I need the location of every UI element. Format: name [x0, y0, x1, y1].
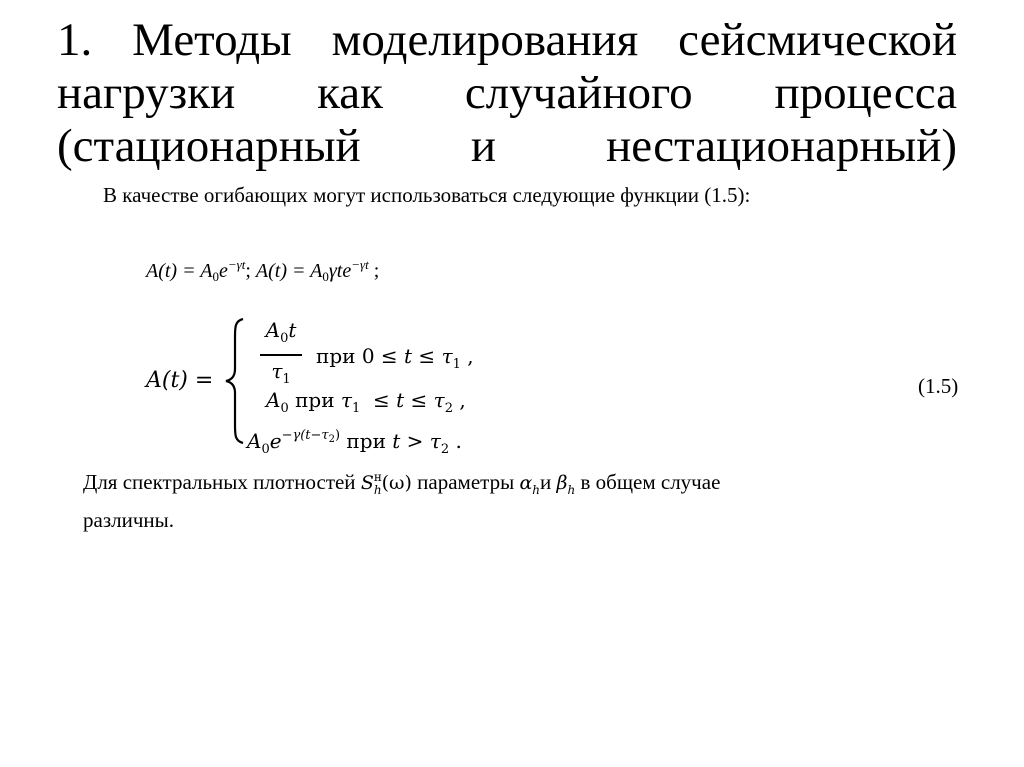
title-line-1: 1. Методы моделирования сейсмической — [57, 14, 957, 66]
fraction-a0t-over-tau1: $A_0t$ $\tau_1$ — [258, 316, 304, 393]
cases-lhs: A(t) = — [146, 368, 214, 393]
spectral-paragraph: Для спектральных плотностей $S^н_h(\omega)$ параметры $\alpha_hи$ $\beta_h$ в общем случае различны. — [83, 470, 721, 532]
title-line-3: (стационарный и нестационарный) — [57, 120, 957, 172]
fraction-bar — [260, 354, 302, 356]
envelope-formulas: $A(t) = A_0e^{-\gamma t}$; $A(t) = A_0\gamma te^{-\gamma t}$ ; — [146, 257, 380, 284]
left-brace — [223, 317, 245, 445]
title-line-2: нагрузки как случайного процесса — [57, 67, 957, 119]
formula-1-lhs: A(t) = A — [146, 260, 213, 282]
intro-text: В качестве огибающих могут использоваться следующие функции (1.5): — [103, 183, 751, 207]
equation-number: (1.5) — [918, 374, 959, 398]
case-1-condition: при $0 \le t \le \tau_1$ , — [316, 344, 474, 372]
case-2: $A_0$ при $\tau_1 \le t \le \tau_2$ , — [266, 388, 466, 416]
case-3: $A_0e^{-\gamma(t-\tau_2)}$ при $t > \tau_2$ . — [247, 428, 462, 457]
formula-2-lhs: A(t) = A — [255, 260, 323, 282]
slide-title — [57, 14, 957, 173]
